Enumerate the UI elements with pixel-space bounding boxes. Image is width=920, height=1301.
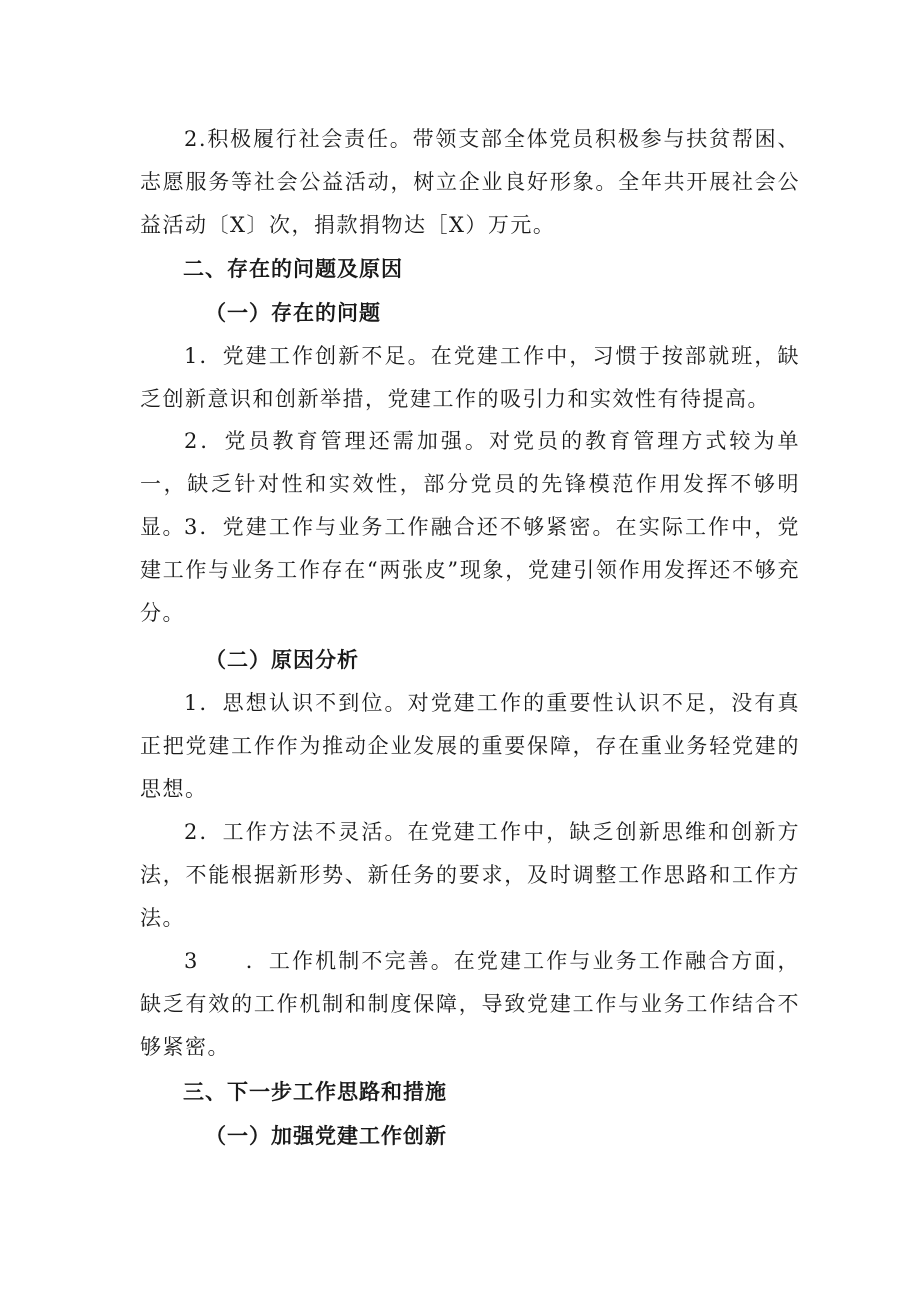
section-heading-problems-and-causes: 二、存在的问题及原因 [183, 257, 403, 281]
paragraph-problem-member-education: 2．党员教育管理还需加强。对党员的教育管理方式较为单一，缺乏针对性和实效性，部分党员的先锋模范作用发挥不够明显。 [140, 429, 800, 539]
paragraph-cause-methods: 2．工作方法不灵活。在党建工作中，缺乏创新思维和创新方法，不能根据新形势、新任务的要求，及时调整工作思路和工作方法。 [140, 820, 800, 930]
paragraph-social-responsibility: 2.积极履行社会责任。带领支部全体党员积极参与扶贫帮困、志愿服务等社会公益活动，树立企业良好形象。全年共开展社会公益活动〔X〕次，捐款捐物达［X）万元。 [140, 127, 800, 237]
section-heading-next-steps: 三、下一步工作思路和措施 [183, 1080, 447, 1104]
paragraph-problem-innovation: 1．党建工作创新不足。在党建工作中，习惯于按部就班，缺乏创新意识和创新举措，党建工作的吸引力和实效性有待提高。 [140, 344, 800, 411]
paragraph-problem-integration: 3．党建工作与业务工作融合还不够紧密。在实际工作中，党建工作与业务工作存在“两张皮”现象，党建引领作用发挥还不够充分。 [140, 515, 800, 625]
subsection-heading-cause-analysis: （二）原因分析 [205, 648, 359, 672]
paragraph-cause-awareness: 1．思想认识不到位。对党建工作的重要性认识不足，没有真正把党建工作作为推动企业发展的重要保障，存在重业务轻党建的思想。 [140, 691, 800, 801]
subsection-heading-existing-problems: （一）存在的问题 [205, 301, 381, 325]
paragraph-cause-mechanism: 3 ．工作机制不完善。在党建工作与业务工作融合方面，缺乏有效的工作机制和制度保障，导致党建工作与业务工作结合不够紧密。 [140, 949, 800, 1059]
subsection-heading-strengthen-innovation: （一）加强党建工作创新 [205, 1124, 447, 1148]
